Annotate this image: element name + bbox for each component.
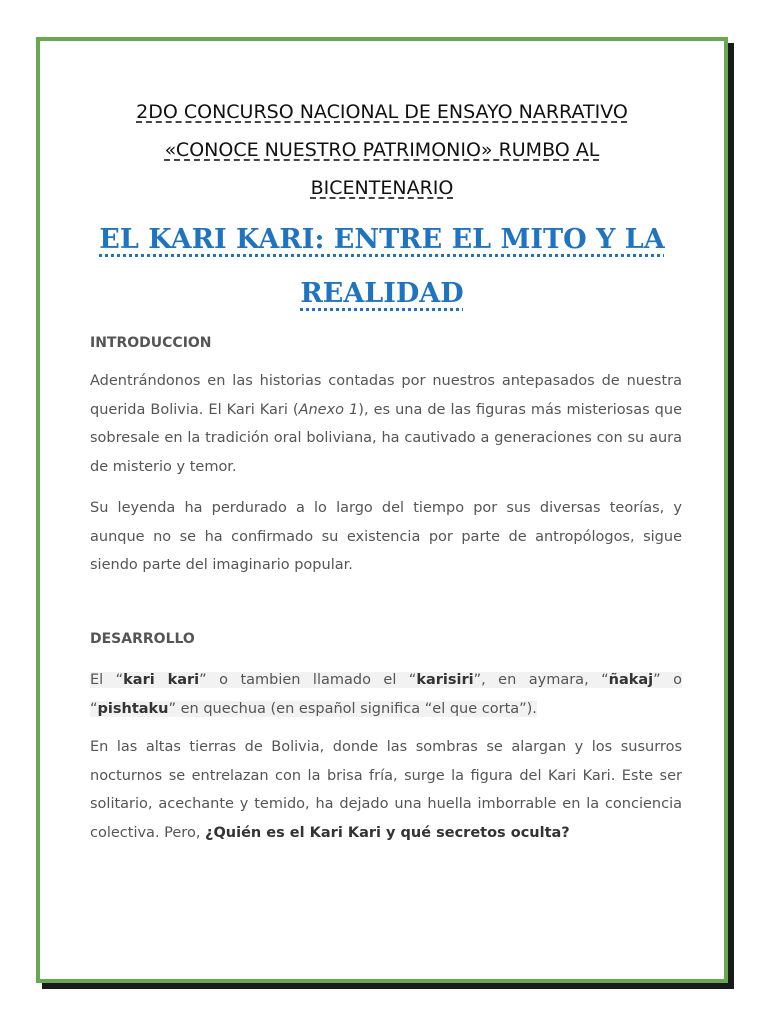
- intro-p1-text-a: Adentrándonos en las historias contadas por nuestros antepasados de nuestra querida Bolivia. El Kari Kari (: [90, 373, 682, 418]
- p1-text-3: ”, en aymara, “: [473, 672, 609, 688]
- desarrollo-heading: DESARROLLO: [90, 631, 195, 647]
- p1-text-2: ” o tambien llamado el “: [199, 672, 417, 688]
- intro-heading: INTRODUCCION: [90, 335, 212, 351]
- document-page: [36, 37, 728, 983]
- intro-paragraph-1: [90, 367, 682, 481]
- contest-heading-line-2: «CONOCE NUESTRO PATRIMONIO» RUMBO AL: [164, 139, 600, 161]
- annex-reference: Anexo 1: [298, 401, 359, 418]
- desarrollo-question: ¿Quién es el Kari Kari y qué secretos oculta?: [205, 824, 570, 841]
- contest-heading-line-1: 2DO CONCURSO NACIONAL DE ENSAYO NARRATIVO: [136, 101, 628, 123]
- p1-text-1: El “: [90, 672, 124, 688]
- contest-heading-line-3: BICENTENARIO: [310, 177, 454, 199]
- intro-paragraph-2: Su leyenda ha perdurado a lo largo del tiempo por sus diversas teorías, y aunque no se ha confirmado su existencia por parte de antropólogos, sigue siendo parte del imaginario popular.: [90, 500, 682, 573]
- desarrollo-paragraph-1: [90, 666, 682, 723]
- desarrollo-p1-highlight: [90, 672, 682, 717]
- contest-heading: [40, 93, 724, 207]
- term-karisiri: karisiri: [416, 672, 474, 688]
- intro-p1-text-b: ), es una de las figuras más misteriosas que sobresale en la tradición oral boliviana, ha cautivado a generaciones con su aura de misterio y temor.: [90, 401, 682, 475]
- term-nakaj: ñakaj: [608, 672, 654, 688]
- term-kari-kari: kari kari: [123, 672, 200, 688]
- p1-text-5: ” en quechua (en español significa “el que corta”).: [168, 700, 537, 717]
- essay-title-line-2: REALIDAD: [300, 278, 464, 309]
- term-pishtaku: pishtaku: [97, 700, 169, 717]
- essay-title: [40, 213, 724, 321]
- essay-title-line-1: EL KARI KARI: ENTRE EL MITO Y LA: [99, 224, 665, 255]
- desarrollo-paragraph-2: [90, 733, 682, 847]
- desarrollo-p2-text: En las altas tierras de Bolivia, donde las sombras se alargan y los susurros nocturnos se entrelazan con la brisa fría, surge la figura del Kari Kari. Este ser solitario, acechante y temido, ha dejado una huella imborrable en la conciencia colectiva. Pero,: [90, 739, 682, 841]
- p1-text-4: ” o “: [90, 672, 682, 717]
